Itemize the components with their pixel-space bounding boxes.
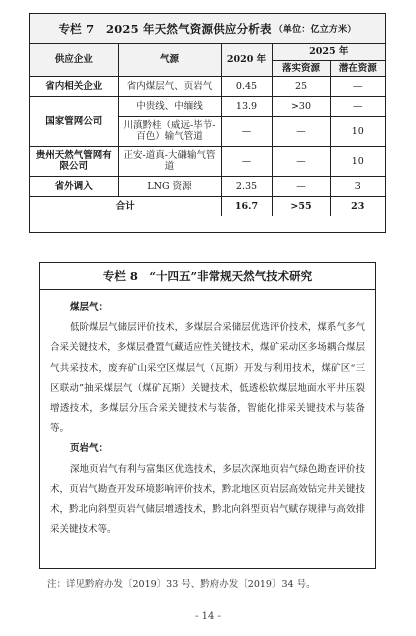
row-source: 中贵线、中缅线 xyxy=(118,96,221,116)
row-implemented: — xyxy=(272,146,330,176)
cbm-heading: 煤层气： xyxy=(70,302,109,313)
row-company: 省外调入 xyxy=(30,176,118,196)
shale-heading: 页岩气： xyxy=(70,443,109,455)
row-source: 川滇黔桂（威远-毕节-百色）输气管道 xyxy=(118,116,221,146)
row-potential: — xyxy=(330,76,385,96)
row-2020: 13.9 xyxy=(221,96,272,116)
box7-title-text: 专栏 7 2025 年天然气资源供应分析表 xyxy=(58,21,272,36)
row-company: 省内相关企业 xyxy=(30,76,118,96)
shale-paragraph: 深地页岩气有利与富集区优选技术，多层次深地页岩气绿色勘查评价技术，页岩气勘查开发环境影响评价技术，黔北地区页岩层高效钻完井关键技术，黔北向斜型页岩气储层增透技术，黔北向斜型页岩气赋存规律与高效排采关键技术等。 xyxy=(50,463,365,536)
row-implemented: — xyxy=(272,116,330,146)
total-implemented: >55 xyxy=(272,196,330,216)
row-2020: — xyxy=(221,116,272,146)
row-company: 国家管网公司 xyxy=(30,96,118,146)
row-source: 省内煤层气、页岩气 xyxy=(118,76,221,96)
table-row xyxy=(30,76,385,96)
header-source: 气源 xyxy=(118,44,221,76)
row-source: 正安-道真-大磏输气管道 xyxy=(118,146,221,176)
row-2020: — xyxy=(221,146,272,176)
supply-analysis-box xyxy=(29,13,386,233)
row-potential: 3 xyxy=(330,176,385,196)
footnote: 注：详见黔府办发〔2019〕33 号、黔府办发〔2019〕34 号。 xyxy=(47,579,316,590)
header-2025: 2025 年 xyxy=(272,44,385,60)
cbm-paragraph: 低阶煤层气储层评价技术，多煤层合采储层优选评价技术，煤系气多气合采关键技术，多煤层叠置气藏适应性关键技术，煤矿采动区多场耦合煤层气共采技术，废弃矿山采空区煤层气（瓦斯）开发与利用技术，煤矿区“三区联动”抽采煤层气（煤矿瓦斯）关键技术，低透松软煤层地面水平井压裂增透技术，多煤层分压合采关键技术与装备，智能化排采关键技术与装备等。 xyxy=(50,322,365,435)
row-implemented: 25 xyxy=(272,76,330,96)
header-company: 供应企业 xyxy=(30,44,118,76)
header-2020: 2020 年 xyxy=(221,44,272,76)
row-potential: 10 xyxy=(330,116,385,146)
header-potential: 潜在资源 xyxy=(330,60,385,76)
box7-title xyxy=(30,14,385,44)
box7-unit: （单位：亿立方米） xyxy=(273,25,357,35)
row-implemented: — xyxy=(272,176,330,196)
table-row xyxy=(30,96,385,116)
header-implemented: 落实资源 xyxy=(272,60,330,76)
total-potential: 23 xyxy=(330,196,385,216)
row-source: LNG 资源 xyxy=(118,176,221,196)
total-row xyxy=(30,196,385,216)
total-2020: 16.7 xyxy=(221,196,272,216)
row-potential: — xyxy=(330,96,385,116)
table-row xyxy=(30,146,385,176)
row-2020: 0.45 xyxy=(221,76,272,96)
total-label: 合计 xyxy=(30,196,221,216)
table-row xyxy=(30,176,385,196)
box8-title: 专栏 8 “十四五”非常规天然气技术研究 xyxy=(40,263,375,290)
row-implemented: >30 xyxy=(272,96,330,116)
box8-content xyxy=(40,290,375,540)
supply-table xyxy=(30,44,385,216)
row-2020: 2.35 xyxy=(221,176,272,196)
page-number: - 14 - xyxy=(195,611,221,622)
tech-research-box xyxy=(39,262,376,569)
row-company: 贵州天然气管网有限公司 xyxy=(30,146,118,176)
row-potential: 10 xyxy=(330,146,385,176)
